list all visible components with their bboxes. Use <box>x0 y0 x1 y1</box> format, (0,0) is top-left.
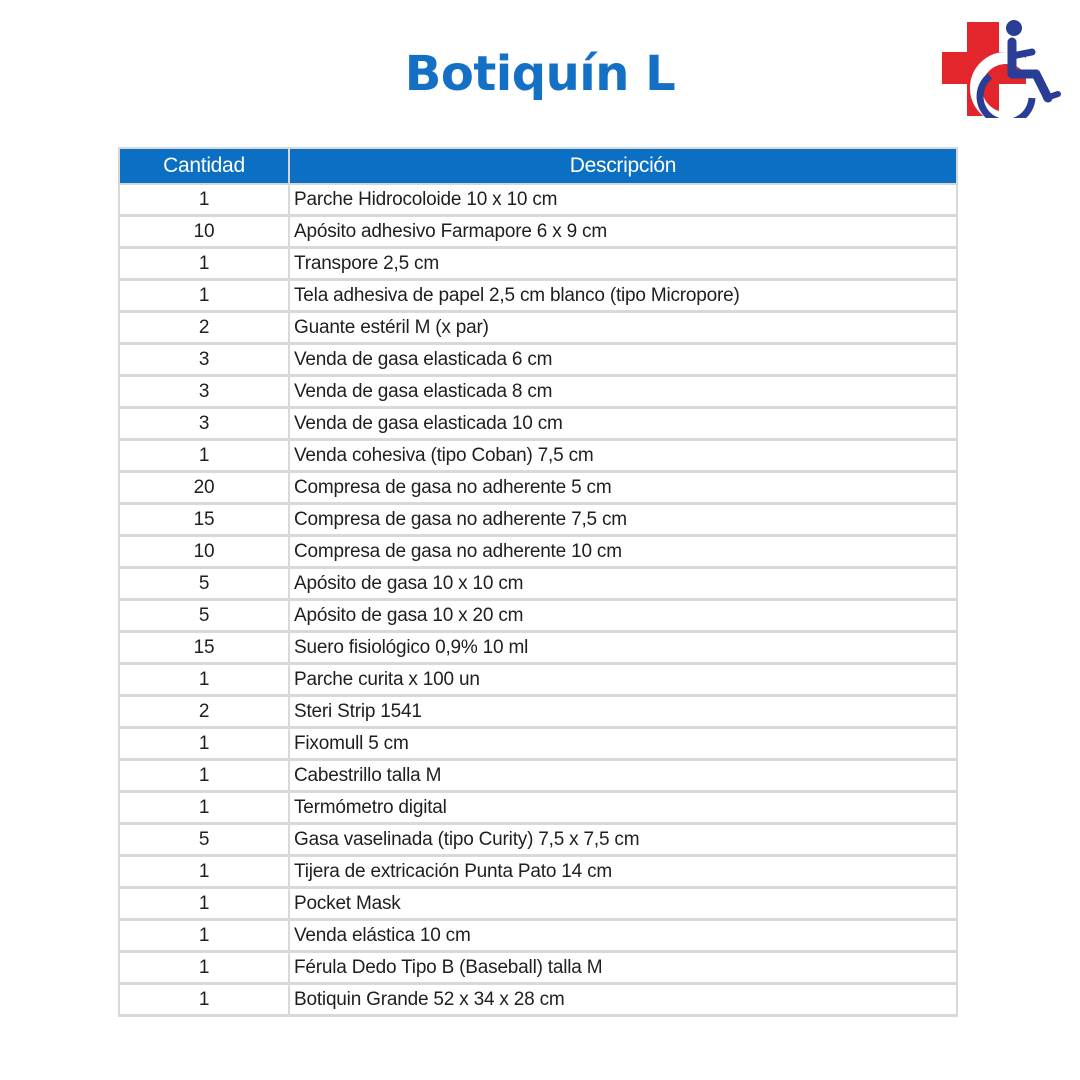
description-cell: Tijera de extricación Punta Pato 14 cm <box>289 856 957 888</box>
description-cell: Venda cohesiva (tipo Coban) 7,5 cm <box>289 440 957 472</box>
quantity-cell: 3 <box>119 344 289 376</box>
description-cell: Venda elástica 10 cm <box>289 920 957 952</box>
quantity-cell: 15 <box>119 504 289 536</box>
table-row <box>119 664 957 696</box>
table-row <box>119 696 957 728</box>
table-row <box>119 536 957 568</box>
description-cell: Apósito de gasa 10 x 20 cm <box>289 600 957 632</box>
table-row <box>119 344 957 376</box>
quantity-cell: 1 <box>119 888 289 920</box>
description-cell: Venda de gasa elasticada 10 cm <box>289 408 957 440</box>
description-cell: Compresa de gasa no adherente 7,5 cm <box>289 504 957 536</box>
quantity-cell: 3 <box>119 376 289 408</box>
table-row <box>119 824 957 856</box>
quantity-cell: 1 <box>119 728 289 760</box>
quantity-cell: 1 <box>119 440 289 472</box>
table-row <box>119 312 957 344</box>
table-header-row <box>119 148 957 184</box>
table-row <box>119 888 957 920</box>
quantity-cell: 1 <box>119 984 289 1016</box>
quantity-cell: 10 <box>119 536 289 568</box>
quantity-cell: 2 <box>119 312 289 344</box>
quantity-cell: 2 <box>119 696 289 728</box>
table-row <box>119 376 957 408</box>
quantity-cell: 3 <box>119 408 289 440</box>
table-row <box>119 920 957 952</box>
description-cell: Steri Strip 1541 <box>289 696 957 728</box>
quantity-cell: 1 <box>119 184 289 216</box>
description-cell: Parche Hidrocoloide 10 x 10 cm <box>289 184 957 216</box>
quantity-cell: 20 <box>119 472 289 504</box>
page-title: Botiquín L <box>404 46 676 102</box>
table-row <box>119 184 957 216</box>
table-row <box>119 568 957 600</box>
description-cell: Suero fisiológico 0,9% 10 ml <box>289 632 957 664</box>
description-cell: Guante estéril M (x par) <box>289 312 957 344</box>
table-row <box>119 248 957 280</box>
description-cell: Férula Dedo Tipo B (Baseball) talla M <box>289 952 957 984</box>
column-header-description: Descripción <box>289 148 957 184</box>
quantity-cell: 1 <box>119 952 289 984</box>
table-row <box>119 216 957 248</box>
table-row <box>119 440 957 472</box>
description-cell: Termómetro digital <box>289 792 957 824</box>
quantity-cell: 1 <box>119 248 289 280</box>
table-row <box>119 760 957 792</box>
table-row <box>119 728 957 760</box>
quantity-cell: 5 <box>119 600 289 632</box>
quantity-cell: 10 <box>119 216 289 248</box>
table-row <box>119 600 957 632</box>
table-row <box>119 472 957 504</box>
quantity-cell: 1 <box>119 856 289 888</box>
quantity-cell: 1 <box>119 920 289 952</box>
quantity-cell: 1 <box>119 664 289 696</box>
description-cell: Apósito de gasa 10 x 10 cm <box>289 568 957 600</box>
description-cell: Cabestrillo talla M <box>289 760 957 792</box>
quantity-cell: 1 <box>119 760 289 792</box>
description-cell: Parche curita x 100 un <box>289 664 957 696</box>
description-cell: Transpore 2,5 cm <box>289 248 957 280</box>
table-row <box>119 792 957 824</box>
kit-contents-table <box>118 147 956 1017</box>
quantity-cell: 1 <box>119 792 289 824</box>
table-row <box>119 952 957 984</box>
quantity-cell: 15 <box>119 632 289 664</box>
table-row <box>119 280 957 312</box>
description-cell: Fixomull 5 cm <box>289 728 957 760</box>
description-cell: Venda de gasa elasticada 6 cm <box>289 344 957 376</box>
medical-cross-wheelchair-icon <box>940 18 1066 118</box>
table-row <box>119 632 957 664</box>
table-row <box>119 984 957 1016</box>
table-row <box>119 408 957 440</box>
table-row <box>119 504 957 536</box>
column-header-quantity: Cantidad <box>119 148 289 184</box>
description-cell: Botiquin Grande 52 x 34 x 28 cm <box>289 984 957 1016</box>
quantity-cell: 1 <box>119 280 289 312</box>
table-row <box>119 856 957 888</box>
description-cell: Gasa vaselinada (tipo Curity) 7,5 x 7,5 cm <box>289 824 957 856</box>
description-cell: Compresa de gasa no adherente 5 cm <box>289 472 957 504</box>
description-cell: Apósito adhesivo Farmapore 6 x 9 cm <box>289 216 957 248</box>
description-cell: Venda de gasa elasticada 8 cm <box>289 376 957 408</box>
quantity-cell: 5 <box>119 568 289 600</box>
description-cell: Tela adhesiva de papel 2,5 cm blanco (tipo Micropore) <box>289 280 957 312</box>
quantity-cell: 5 <box>119 824 289 856</box>
description-cell: Compresa de gasa no adherente 10 cm <box>289 536 957 568</box>
description-cell: Pocket Mask <box>289 888 957 920</box>
